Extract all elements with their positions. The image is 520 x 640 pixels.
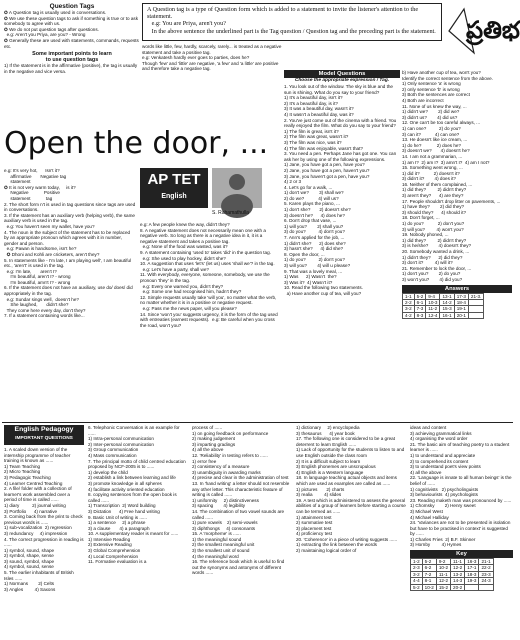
table-cell: 16-3 xyxy=(465,559,479,565)
table-cell: 14-3 xyxy=(451,578,465,584)
big-title xyxy=(4,124,280,166)
table-cell: 20-1 xyxy=(454,312,468,318)
question-tags-intro xyxy=(4,3,140,123)
key-title: Key xyxy=(410,550,513,558)
table-cell: 18-3 xyxy=(465,571,479,577)
person-icon xyxy=(212,168,262,208)
ap-tet-badge xyxy=(140,168,208,208)
table-cell: 6-1 xyxy=(414,299,426,305)
table-cell: 13-1 xyxy=(440,293,454,299)
author-box xyxy=(140,168,282,220)
table-cell: 14-2 xyxy=(440,299,454,305)
table-cell: 3-2 xyxy=(403,306,415,312)
middle-column xyxy=(140,222,280,420)
intro-text: ✪ A Question tag is usually used in conversations. ✪ We use these question tags to ask if something is true or to ask somebody to agree with us. ✪ We do not put question tags after questions. e.g: Aren't you Priya, are you? - Wrong ✪ Generally these are used with statements, commands, requests etc. xyxy=(4,10,139,49)
table-cell: 21-3. xyxy=(468,293,483,299)
pedagogy-col-2: 6. Telephonic Conversation is an example for ...... 1) Intra-personal communication 2) Inter-personal communication 3) Group communication 4) Mass communication 7. The principal motto of child centred education proposed by NCF-2005 is to ...... 1) develop the child 2) establish a link between learning and life 3) promote knowledge in all spheres 4) facilitate activity oriented education 8. copying sentences from the open book is called ...... 1) Transcription 2) Word building 3) Dictation 4) Free hand writing 9. Basic Unit of writing is ...... 1) a sentence 2) a phrase 3) a clause 4) a paragraph 10. A supplementary reader is meant for ...... 1) Intensive Reading 2) Extensive Reading 3) Global Comprehension 4) Local Comprehension 11. Formative evaluation is a xyxy=(88,425,186,565)
table-cell: 5-2 xyxy=(422,559,436,565)
table-cell: 20-2 xyxy=(451,584,465,590)
pedagogy-col-5-text: ideas and content 3) achieving grammatical links 4) organising the word order 21. The basic aim of teaching poetry to a student learner is ...... 1) to understand and appreciate 2) to comprehend its content 3) to understand poet's view points 4) all the above 22. 'Language is innate to all human beings' is the belief of ...... 1) cognitivists 2) psycholinguists 3) behaviourists 4) psychologists 23. Reading maketh man was pronounced by ...... 1) Chomsky 2) Henry sweet 3) Michael West 4) Michael Halliday 24. 'Variances are not to be presented in isolation but have to be practised in context' is suggested by ...... 1) Charles Fries 2) B.F. Skinner 3) Hornby 4) Hymes xyxy=(410,425,512,548)
table-cell: 15-2 xyxy=(436,584,450,590)
table-cell: 17-3 xyxy=(454,293,468,299)
tag-rules-continued xyxy=(142,44,282,124)
left-column xyxy=(4,168,136,420)
answers-title: Answers xyxy=(402,285,512,293)
table-cell: 21-1 xyxy=(479,559,493,565)
left-column-text: e.g: It's very hot, Isn't it? affirmative Negative tag statement ✪ It is not very warm today, is it? Negative Positive statement tag 2. The short form n't is used in tag questions since tags are used in conversations. 3. If the statement has an auxiliary verb (helping verb), the same auxiliary verb is used in the tag. e.g: You haven't seen my wallet, have you? 4. The noun in the subject of the statement has to be replaced by an appropriate pronoun which agrees with it in number, gender and person. e.g: Pawan is handsome, isn't he? ✪ Dhoni and Kohli are cricketers, aren't they? 5. In statements like - I'm late, I am playing well', I am beautiful etc., 'aren't' is used in the tag. e.g: I'm late, aren't I? I'm beautiful, aren't I? - wrong I'm beautiful, amn't I? - wrong 6. If the statement does not have an auxiliary, use do/ does/ did appropriately in the tag. e.g: Sundar sings well, doesn't he? She laughed, didn't she? They come here every day, don't they? 7. If a statement containing words like... xyxy=(4,168,136,319)
table-cell: 7-3 xyxy=(414,306,426,312)
table-cell: 11-1 xyxy=(436,571,450,577)
model-questions xyxy=(284,70,400,420)
table-cell: 4-2 xyxy=(403,312,415,318)
author-name: S. Rahamathulla xyxy=(212,210,249,216)
table-cell: 5-2 xyxy=(414,293,426,299)
table-cell: 12-4 xyxy=(426,312,440,318)
pedagogy-subtitle: IMPORTANT QUESTIONS xyxy=(15,436,73,441)
table-cell: 15-3 xyxy=(440,306,454,312)
definition-banner xyxy=(142,3,442,41)
table-cell: 13-2 xyxy=(451,571,465,577)
table-cell: 3-2 xyxy=(411,571,423,577)
point-1: 1) If the statement is in the affirmative (positive), the tag is usually in the negative and vice versa. xyxy=(4,63,139,74)
table-cell xyxy=(465,584,479,590)
banner-text: A Question tag is a type of Question form which is added to a statement to invite the listener's attention to the statement. e.g: You are Priya, aren't you? In the above sentence the underlined part is the Tag question / Question tag and the preceding part is the statement. xyxy=(147,6,436,35)
model-questions-subtitle: Choose the appropriate expression / Tag. xyxy=(294,78,390,83)
table-cell: 18-4 xyxy=(454,299,468,305)
table-cell: 10-3 xyxy=(426,299,440,305)
pedagogy-col-5 xyxy=(410,425,513,637)
table-cell: 10-2 xyxy=(436,565,450,571)
section-title: Question Tags xyxy=(49,3,95,10)
big-title-text: Open the door, ... xyxy=(4,126,269,161)
right-column xyxy=(402,70,512,420)
table-cell: 6-2 xyxy=(422,565,436,571)
author-photo xyxy=(212,168,262,208)
english-pedagogy xyxy=(2,422,513,638)
table-cell: 11-1 xyxy=(451,559,465,565)
right-column-text: b) Have another cup of tea, won't you? Identify the correct sentence from the above. 1) Only sentence 'a' is wrong 2) only sentence 'b' is wrong 3) Both the sentences are correct 4) Both are incorrect 11. None of us knew the way, ... 1) didn't we? 2) did we? 3) didn't us? 4) did us? 12. One can't be too careful always, ... 1) can one? 2) do you? 3) can it? 4) can one? 13. He doesn't like ice cream, ... 1) do he? 2) does he? 3) doesn't we? 4) doesn't he? 14. I am not a grammarian, ... 1) am I? 2) am I? 3) amn't I? 4) am I not? 15. Something went wrong, ... 1) did it? 2) doesn't it? 3) didn't it? 4) does it? 16. Neither of them complained, ... 1) did they? 2) didn't they? 3) aren't they? 4) are they? 17. People shouldn't drop litter on pavements, ... 1) have they? 2) did they? 3) should they? 4) should it? 18. Don't forget, ... 1) do you? 2) don't you? 3) will you? 4) won't you? 19. Nobody phoned, ... 1) did they? 2) didn't they? 3) is he/she? 4) doesn't they? 20. Somebody wanted a drink, ... 1) didn't they? 2) did they? 3) don't it? 4) will it? 21. Remember to lock the door, ... 1) don't you? 2) do you? 3) won't you? 4) did you? xyxy=(402,70,501,282)
points-title: Some important points to learn to use question tags xyxy=(32,51,112,64)
table-cell xyxy=(479,584,493,590)
table-cell: 2-2 xyxy=(403,299,415,305)
table-cell: 12-2 xyxy=(436,578,450,584)
ap-tet-label: AP TET xyxy=(147,171,201,188)
logo-text: ప్రతిభ xyxy=(466,16,520,44)
table-cell: 16-1 xyxy=(440,312,454,318)
model-questions-title: Model Questions xyxy=(284,70,400,78)
table-cell: 7-2 xyxy=(422,571,436,577)
pedagogy-col-3: process of ...... 1) on going feedback on performance 2) making judgement 3) imparting gradings 4) all the above 12. 'Reliability' in testing refers to ...... 1) error free 2) consistency of a measure 3) unambiguity in awarding marks 4) precise and clear in the administration of test 13. In 'hand writing' a letter should not resemble any other letter. This characteristic feature of writing is called ...... 1) uniformity 2) distinctiveness 3) spacing 4) legibility 14. The combination of two vowel sounds are called ...... 1) pure vowels 2) semi-vowels 3) diphthongs 4) consonants 15. A 'morpheme' is ...... 1) the meaningful sound 2) the smallest meaningful unit 3) the smallest unit of sound 4) the meaningful word 16. The reference book which is useful to find out the synonyms and antonyms of different words ...... xyxy=(192,425,290,576)
table-cell: 23-3 xyxy=(479,571,493,577)
table-cell: 24-3 xyxy=(479,578,493,584)
table-row xyxy=(411,584,494,590)
table-cell: 19-3 xyxy=(465,578,479,584)
table-cell: 4-4 xyxy=(411,578,423,584)
table-cell: 11-2 xyxy=(426,306,440,312)
table-cell: 19-1 xyxy=(454,306,468,312)
table-cell: 12-2 xyxy=(451,565,465,571)
answers-table xyxy=(402,293,484,320)
table-cell: 17-1 xyxy=(465,565,479,571)
table-cell: 9-4 xyxy=(426,293,440,299)
table-cell: 8-3 xyxy=(414,312,426,318)
subject-label: English xyxy=(161,193,187,200)
key-table xyxy=(410,558,494,591)
pratibha-logo xyxy=(446,3,520,59)
middle-column-text: e.g: A few people knew the way, didn't they? 8. A negative statement does not necessarily mean one with a negative verb. So long as there is a negative idea in it, it is a negative statement and takes a positive tag. e.g: None of the food was wasted, was it? 9. A statement containing 'used to' takes 'did' in the question tag. e.g: She used to play hockey, didn't she? 10. A suggestion that uses 'let's' (let us) uses 'shall we'? in the tag. e.g: Let's have a party, shall we? 11. With everybody, everyone, someone, somebody, we use the pronoun 'they' in the tag. e.g: Every one warned you, didn't they? e.g: Some one had recognised him, hadn't they? 12. Simple requests usually take 'will you', no matter what the verb, no matter whether it is in a positive or negative request. e.g: Pass me the news paper, will you please? 14. Since 'won't you' suggests urgency, it is the form of the tag used with entreaties (earnest requests). e.g: Be careful when you cross the road, won't you? xyxy=(140,222,278,328)
pedagogy-col-1: 1. A scaled down version of the internship programme of teacher training is known as ...... 1) Team Teaching 2) Micro Teaching 3) Pedagogic Teaching 4) Learner Centred Teaching 2. A file/ folder with a collection of learner's work assembled over a period of time is called ...... 1) diary 2) journal writing 3) Portfolio 4) narrative 3. Coming back from the print to check previous words is ...... 1) sub-vocalization 2) regression 3) redundancy 4) impression 4. The correct progression in reading is ...... 1) symbol, sound, shape 2) symbol, shape, sense 3) sound, symbol, shape 4) symbol, sound, sense 5. The earlier inhabitants of British Isles ...... 1) Normans 2) Celts 3) Angles 4) Saxons xyxy=(4,447,84,592)
table-cell xyxy=(468,312,483,318)
table-cell: 1-2 xyxy=(411,559,423,565)
model-questions-text: 1. You look out of the window. The sky is blue and the sun is shining. What do you say to your friend? 1) It's a beautiful day, isn't it? 2) It's a beautiful day, is it? 3) It was a beautiful day, wasn't it? 4) It wasn't a beautiful day, was it? 2. You've just come out of the cinema with a friend. You really enjoyed the film. What do you say to your friend? 1) The film is great, isn't it? 2) The film was great, wasn't it? 3) The film was nice, was it? 4) The film was enjoyable, wasn't that? 3. You need a pen. Perhaps Jane has got one. You can ask her by using one of the following expressions. 1) Jane, you have got a pen, have you? 2) Jane, you have got a pen, haven't you? 3) Jane, you haven't got a pen, have you? 4) 2 or 3 4. Let's go for a walk, ... 1) don't we? 3) shall we? 2) do we? 4) will us? 5. Karen plays the piano, ... 1) don't she? 2) doesn't she? 3) doesn't he? 4) does he? 6. Don't drop that vase, ... 1) will you? 2) shall you? 3) do you? 4) don't you? 7. Ann's applied for the job, ... 1) didn't she? 2) does she? 3) hasn't she? 4) did she? 8. Open the door, ... 1) do you? 2) don't you? 3) will you? 4) will u please? 9. That was a lovely meal, ... 1) Was 2) Wasn't the? 3) Was it? 4) Wasn't it? 10. Read the following two statements. a) Have another cup of tea, will you? xyxy=(284,84,397,296)
table-row xyxy=(403,312,484,318)
tag-rules-text: words like little, few, hardly, scarcely, rarely... is treated as a negative statement and take a positive tag. e.g: Venkatesh hardly ever goes to parties, does he? Though 'few' and 'little' are negative, 'a few' and 'a little' are positive and therefore take a negative tag. xyxy=(142,44,282,72)
table-cell: 2-3 xyxy=(411,565,423,571)
table-cell: 10-2 xyxy=(422,584,436,590)
table-cell: 8-1 xyxy=(422,578,436,584)
table-cell: 1-1 xyxy=(403,293,415,299)
pedagogy-header xyxy=(4,425,84,445)
table-cell: 5-2 xyxy=(411,584,423,590)
table-cell: 22-2 xyxy=(479,565,493,571)
pedagogy-title: English Pedagogy xyxy=(14,426,74,433)
table-cell: 9-2 xyxy=(436,559,450,565)
pedagogy-col-4: 1) dictionary 2) encyclopedia 3) thesaurus 4) year book 17. The following one is considered to be a great deterrent to learn English ...... 1) Lack of opportunity for the students to listen to and use English outside the class room 2) It is a difficult subject to learn 3) English phonemes are unscrupulous 4) English is a Western language 18. In language teaching actual objects and items which are used as examples are called as ...... 1) pictures 2) charts 3) realia 4) slides 19. A test which is administered to assess the general abilities of a group of learners before starting a course can be termed as ...... 1) attainment test 2) summative test 3) placement test 4) proficiency test 20. 'Coherence' in a piece of writing suggests ...... 1) extracting the link between the words 2) maintaining logical order of xyxy=(296,425,406,554)
